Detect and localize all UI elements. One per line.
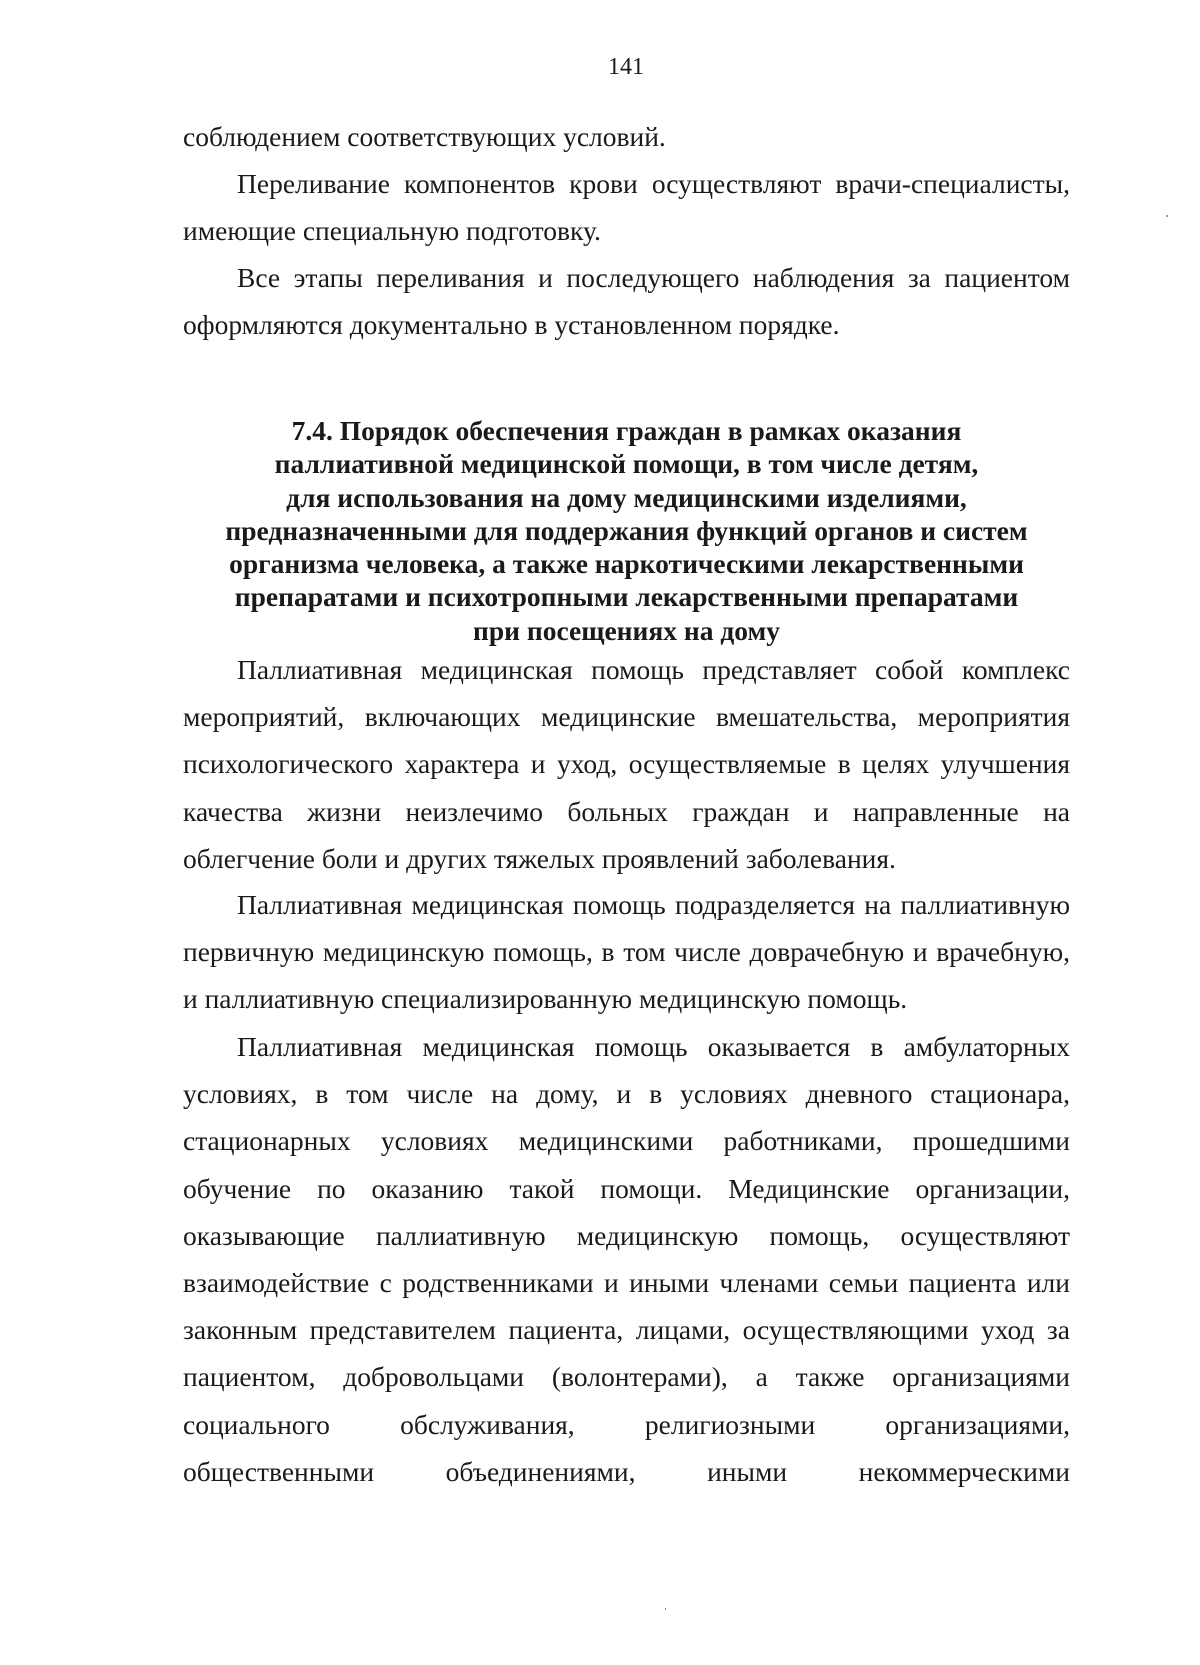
heading-line: для использования на дому медицинскими изделиями, <box>286 481 967 513</box>
page-number: 141 <box>608 54 644 80</box>
heading-line: паллиативной медицинской помощи, в том числе детям, <box>274 448 979 480</box>
heading-line: организма человека, а также наркотическими лекарственными <box>229 548 1024 580</box>
section-heading-7-4 <box>183 414 1070 647</box>
heading-line: предназначенными для поддержания функций органов и систем <box>225 514 1028 546</box>
scan-speck <box>665 1608 666 1610</box>
paragraph-palliative-types: Паллиативная медицинская помощь подразделяется на паллиативную первичную медицинскую помощь, в том числе доврачебную и врачебную, и паллиативную специализированную медицинскую помощь. <box>183 889 1070 1015</box>
heading-line: при посещениях на дому <box>473 614 780 646</box>
paragraph-continuation: соблюдением соответствующих условий. <box>183 121 666 152</box>
paragraph-transfusion-documentation: Все этапы переливания и последующего наблюдения за пациентом оформляются документально в установленном порядке. <box>183 262 1070 341</box>
paragraph-palliative-definition: Паллиативная медицинская помощь представляет собой комплекс мероприятий, включающих медицинские вмешательства, мероприятия психологического характера и уход, осуществляемые в целях улучшения качества жизни неизлечимо больных граждан и направленные на облегчение боли и других тяжелых проявлений заболевания. <box>183 654 1070 874</box>
heading-line: 7.4. Порядок обеспечения граждан в рамках оказания <box>291 415 962 446</box>
paragraph-blood-transfusion-specialists: Переливание компонентов крови осуществляют врачи-специалисты, имеющие специальную подготовку. <box>183 168 1070 247</box>
scan-speck <box>1166 215 1168 217</box>
heading-line: препаратами и психотропными лекарственными препаратами <box>234 581 1019 613</box>
paragraph-palliative-conditions: Паллиативная медицинская помощь оказывается в амбулаторных условиях, в том числе на дому, и в условиях дневного стационара, стационарных условиях медицинскими работниками, прошедшими обучение по оказанию такой помощи. Медицинские организации, оказывающие паллиативную медицинскую помощь, осуществляют взаимодействие с родственниками и иными членами семьи пациента или законным представителем пациента, лицами, осуществляющими уход за пациентом, добровольцами (волонтерами), а также организациями социального обслуживания, религиозными организациями, общественными объединениями, иными некоммерческими <box>183 1031 1070 1487</box>
